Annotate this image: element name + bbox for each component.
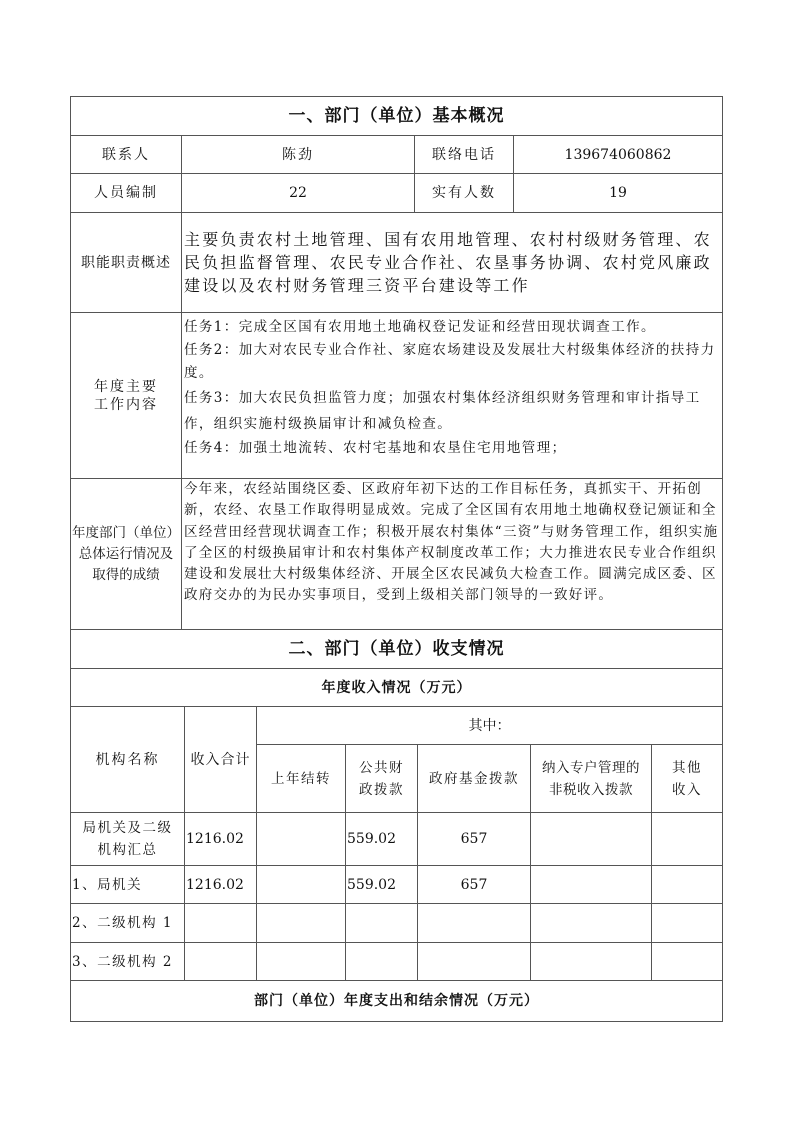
row-carryover <box>257 943 346 981</box>
row-special-account <box>531 943 652 981</box>
col-header-carryover-line1: 上年结转 <box>271 770 331 787</box>
col-header-org: 机构名称 <box>71 707 185 813</box>
income-table <box>70 706 723 1022</box>
col-header-special-account-line1: 纳入专户管理的 <box>542 759 640 776</box>
row-public-finance <box>346 943 418 981</box>
col-header-public-finance <box>346 745 418 813</box>
actual-staff-value: 19 <box>514 174 723 213</box>
contact-value: 陈劲 <box>182 136 415 174</box>
row-org-name: 2、二级机构 1 <box>71 904 185 943</box>
row-public-finance: 559.02 <box>346 866 418 904</box>
row-special-account <box>531 866 652 904</box>
row-special-account <box>531 813 652 866</box>
expense-title: 部门（单位）年度支出和结余情况（万元） <box>71 981 723 1022</box>
row-org-name-line2: 机构汇总 <box>97 842 158 858</box>
col-header-public-finance-line1: 公共财 <box>359 759 404 776</box>
row-carryover <box>257 866 346 904</box>
row-other <box>652 866 723 904</box>
table-row <box>71 813 723 866</box>
col-header-total: 收入合计 <box>185 707 257 813</box>
row-total <box>185 904 257 943</box>
col-header-special-account-line2: 非税收入拨款 <box>549 781 633 798</box>
row-gov-fund <box>418 904 531 943</box>
achievements-label-line3: 取得的成绩 <box>92 566 160 583</box>
row-other <box>652 813 723 866</box>
achievements-label <box>71 479 182 630</box>
table-row <box>71 904 723 943</box>
row-org-name: 3、二级机构 2 <box>71 943 185 981</box>
row-other <box>652 943 723 981</box>
tasks-content <box>182 313 723 479</box>
row-gov-fund <box>418 943 531 981</box>
achievements-text: 今年来，农经站围绕区委、区政府年初下达的工作目标任务，真抓实干、开拓创新，农经、农垦工作取得明显成效。完成了全区国有农用地土地确权登记颁证和全区经营田经营现状调查工作；积极开展农村集体“三资”与财务管理工作，组织实施了全区的村级换届审计和农村集体产权制度改革工作；大力推进农民专业合作组织建设和发展壮大村级集体经济、开展全区农民减负大检查工作。圆满完成区委、区政府交办的为民办实事项目，受到上级相关部门领导的一致好评。 <box>182 479 723 630</box>
duties-text: 主要负责农村土地管理、国有农用地管理、农村村级财务管理、农民负担监督管理、农民专业合作社、农垦事务协调、农村党风廉政建设以及农村财务管理三资平台建设等工作 <box>182 213 723 313</box>
row-org-name-line1: 局机关及二级 <box>82 820 173 836</box>
phone-label: 联络电话 <box>415 136 514 174</box>
tasks-label-line2: 工作内容 <box>94 396 158 413</box>
tasks-label-line1: 年度主要 <box>94 378 158 395</box>
document-page <box>70 96 722 1022</box>
phone-value: 139674060862 <box>514 136 723 174</box>
row-total <box>185 943 257 981</box>
row-other <box>652 904 723 943</box>
task-item: 任务4：加强土地流转、农村宅基地和农垦住宅用地管理； <box>184 440 567 456</box>
col-header-other-line2: 收入 <box>672 781 703 798</box>
row-public-finance <box>346 904 418 943</box>
duties-label: 职能职责概述 <box>71 213 182 313</box>
section1-title: 一、部门（单位）基本概况 <box>71 97 723 136</box>
col-header-gov-fund <box>418 745 531 813</box>
staffing-value: 22 <box>182 174 415 213</box>
row-carryover <box>257 904 346 943</box>
col-header-other-line1: 其他 <box>672 759 703 776</box>
budget-overview-table <box>70 96 723 707</box>
row-gov-fund: 657 <box>418 866 531 904</box>
row-gov-fund: 657 <box>418 813 531 866</box>
col-header-other <box>652 745 723 813</box>
row-org-name: 1、局机关 <box>71 866 185 904</box>
col-header-special-account <box>531 745 652 813</box>
row-org-name <box>71 813 185 866</box>
actual-staff-label: 实有人数 <box>415 174 514 213</box>
achievements-label-line1: 年度部门（单位） <box>72 524 180 541</box>
section2-title: 二、部门（单位）收支情况 <box>71 630 723 669</box>
col-header-public-finance-line2: 政拨款 <box>359 781 404 798</box>
col-header-carryover <box>257 745 346 813</box>
staffing-label: 人员编制 <box>71 174 182 213</box>
row-public-finance: 559.02 <box>346 813 418 866</box>
tasks-label <box>71 313 182 479</box>
row-special-account <box>531 904 652 943</box>
achievements-label-line2: 总体运行情况及 <box>78 545 174 562</box>
task-item: 任务2：加大对农民专业合作社、家庭农场建设及发展壮大村级集体经济的扶持力度。 <box>184 342 716 381</box>
col-header-gov-fund-line1: 政府基金拨款 <box>429 770 519 787</box>
task-item: 任务3：加大农民负担监管力度；加强农村集体经济组织财务管理和审计指导工作，组织实施村级换届审计和减负检查。 <box>184 390 701 432</box>
col-header-of-which: 其中： <box>257 707 723 745</box>
task-item: 任务1：完成全区国有农用地土地确权登记发证和经营田现状调查工作。 <box>184 319 656 335</box>
table-row <box>71 943 723 981</box>
row-total: 1216.02 <box>185 813 257 866</box>
table-row <box>71 866 723 904</box>
row-total: 1216.02 <box>185 866 257 904</box>
row-carryover <box>257 813 346 866</box>
contact-label: 联系人 <box>71 136 182 174</box>
income-title: 年度收入情况（万元） <box>71 669 723 707</box>
